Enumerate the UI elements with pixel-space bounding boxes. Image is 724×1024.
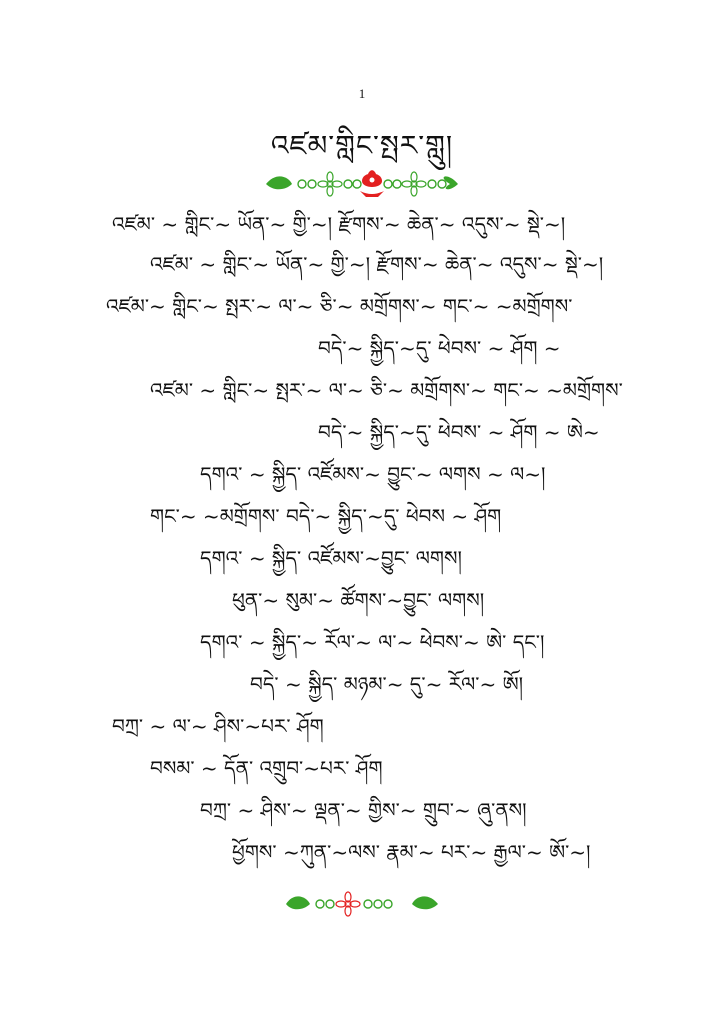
page-number: 1 (358, 86, 366, 101)
top-ornament (0, 168, 724, 198)
lyric-line: བདེ་ ~ སྐྱིད་ མཉམ་~ དུ་~ རོལ་~ ཨོ། (250, 672, 524, 696)
lyric-line: ཕྱོགས་ ~ཀུན་~ལས་ རྣམ་~ པར་~ རྒྱལ་~ ཨོ་~། (232, 840, 591, 864)
lyric-line: དགའ་ ~ སྐྱིད་ འཛོམས་~ བྱུང་~ ལགས ~ ལ~། (200, 462, 546, 486)
ornament-divider-icon (282, 888, 442, 918)
lyric-line: འཛམ་~ གླིང་~ སྤར་~ ལ་~ ཅི་~ མགྲོགས་~ གང་~ ~མགྲོགས་ (106, 294, 573, 318)
lyric-line: བདེ་~ སྐྱིད་~དུ་ ཕེབས་ ~ ཤོག ~ (318, 336, 561, 360)
song-title: འཛམ་གླིང་སྤར་གླུ། (270, 129, 454, 162)
lyric-line: འཛམ་ ~ གླིང་~ ཡོན་~ གྱི་~། རྫོགས་~ ཆེན་~ འདུས་~ སྡེ་~། (150, 252, 604, 276)
lyric-line: དགའ་ ~ སྐྱིད་~ རོལ་~ ལ་~ ཕེབས་~ ཨེ་ དང་། (200, 630, 545, 654)
bottom-ornament (0, 888, 724, 918)
lyric-line: འཛམ་ ~ གླིང་~ སྤར་~ ལ་~ ཅི་~ མགྲོགས་~ གང་~ ~མགྲོགས་ (150, 378, 623, 402)
lyric-line: ཕུན་~ སུམ་~ ཚོགས་~བྱུང་ ལགས། (232, 588, 485, 612)
lyric-line: གང་~ ~མགྲོགས་ བདེ་~ སྐྱིད་~དུ་ ཕེབས ~ ཤོག (150, 504, 502, 528)
ornament-divider-icon (262, 168, 462, 198)
lyric-line: བཀྲ་ ~ ཤིས་~ ལྡན་~ གྱིས་~ གྲུབ་~ ཞུ་ནས། (200, 798, 527, 822)
lyric-line: བདེ་~ སྐྱིད་~དུ་ ཕེབས་ ~ ཤོག ~ ཨེ~ (318, 420, 600, 444)
lyric-line: འཛམ་ ~ གླིང་~ ཡོན་~ གྱི་~། རྫོགས་~ ཆེན་~ འདུས་~ སྡེ་~། (112, 212, 566, 236)
lyric-line: དགའ་ ~ སྐྱིད་ འཛོམས་~བྱུང་ ལགས། (200, 546, 462, 570)
lyric-line: བསམ་ ~ དོན་ འགྲུབ་~པར་ ཤོག (150, 756, 383, 780)
lyric-line: བཀྲ་ ~ ལ་~ ཤིས་~པར་ ཤོག (112, 714, 324, 738)
